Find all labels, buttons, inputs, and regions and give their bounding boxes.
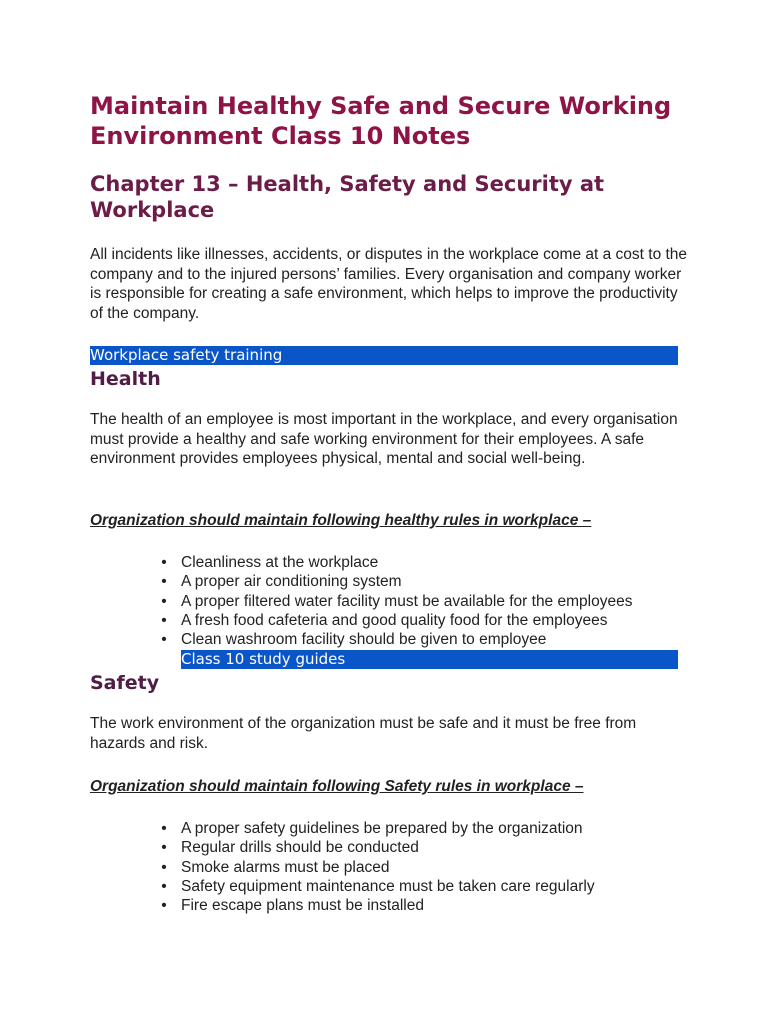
intro-paragraph: All incidents like illnesses, accidents, or disputes in the workplace come at a cost to the company and to the injured persons’ families. Every organisation and company worker is responsible for creating a safe environment, which helps to improve the productivity of the company.: [90, 246, 688, 322]
list-item-text: Smoke alarms must be placed: [181, 858, 390, 876]
safety-rules-list: [159, 819, 595, 915]
bullet-icon: •: [161, 592, 167, 610]
health-rules-list: [159, 553, 632, 649]
bullet-icon: •: [161, 631, 167, 649]
chapter-title: Chapter 13 – Health, Safety and Security at Workplace: [90, 172, 605, 222]
list-item: [159, 611, 632, 630]
list-item: [159, 553, 632, 572]
list-item-text: A proper safety guidelines be prepared by the organization: [181, 820, 583, 837]
list-item-text: Cleanliness at the workplace: [181, 554, 379, 571]
list-item: [159, 896, 595, 915]
list-item: [159, 838, 595, 857]
safety-rules-lead: Organization should maintain following Safety rules in workplace –: [90, 778, 584, 795]
list-item-text: A fresh food cafeteria and good quality food for the employees: [181, 611, 608, 629]
list-item-text: A proper filtered water facility must be available for the employees: [181, 592, 633, 610]
safety-heading: Safety: [90, 672, 160, 694]
bullet-icon: •: [161, 611, 167, 629]
safety-paragraph: The work environment of the organization must be safe and it must be free from hazards and risk.: [90, 715, 637, 752]
bullet-icon: •: [161, 839, 167, 857]
list-item: [159, 630, 632, 649]
list-item: [159, 819, 595, 838]
bullet-icon: •: [161, 554, 167, 571]
bullet-icon: •: [161, 573, 167, 591]
health-rules-lead: Organization should maintain following healthy rules in workplace –: [90, 512, 592, 529]
page-title: Maintain Healthy Safe and Secure Working Environment Class 10 Notes: [90, 92, 672, 150]
health-heading: Health: [90, 368, 161, 390]
bullet-icon: •: [161, 877, 167, 895]
bullet-icon: •: [161, 897, 167, 915]
list-item-text: Fire escape plans must be installed: [181, 897, 424, 915]
health-paragraph: The health of an employee is most important in the workplace, and every organisation must provide a healthy and safe working environment for their employees. A safe environment provides employees physical, mental and social well-being.: [90, 411, 678, 467]
list-item-text: Regular drills should be conducted: [181, 839, 419, 857]
bullet-icon: •: [161, 820, 167, 837]
list-item-text: Safety equipment maintenance must be taken care regularly: [181, 877, 595, 895]
list-item: [159, 858, 595, 877]
list-item-text: Clean washroom facility should be given to employee: [181, 631, 547, 649]
list-item: [159, 592, 632, 611]
ad-banner-workplace-safety-training[interactable]: Workplace safety training: [90, 346, 678, 365]
list-item-text: A proper air conditioning system: [181, 573, 402, 591]
list-item: [159, 877, 595, 896]
ad-banner-class-10-study-guides[interactable]: Class 10 study guides: [181, 650, 678, 669]
bullet-icon: •: [161, 858, 167, 876]
list-item: [159, 572, 632, 591]
